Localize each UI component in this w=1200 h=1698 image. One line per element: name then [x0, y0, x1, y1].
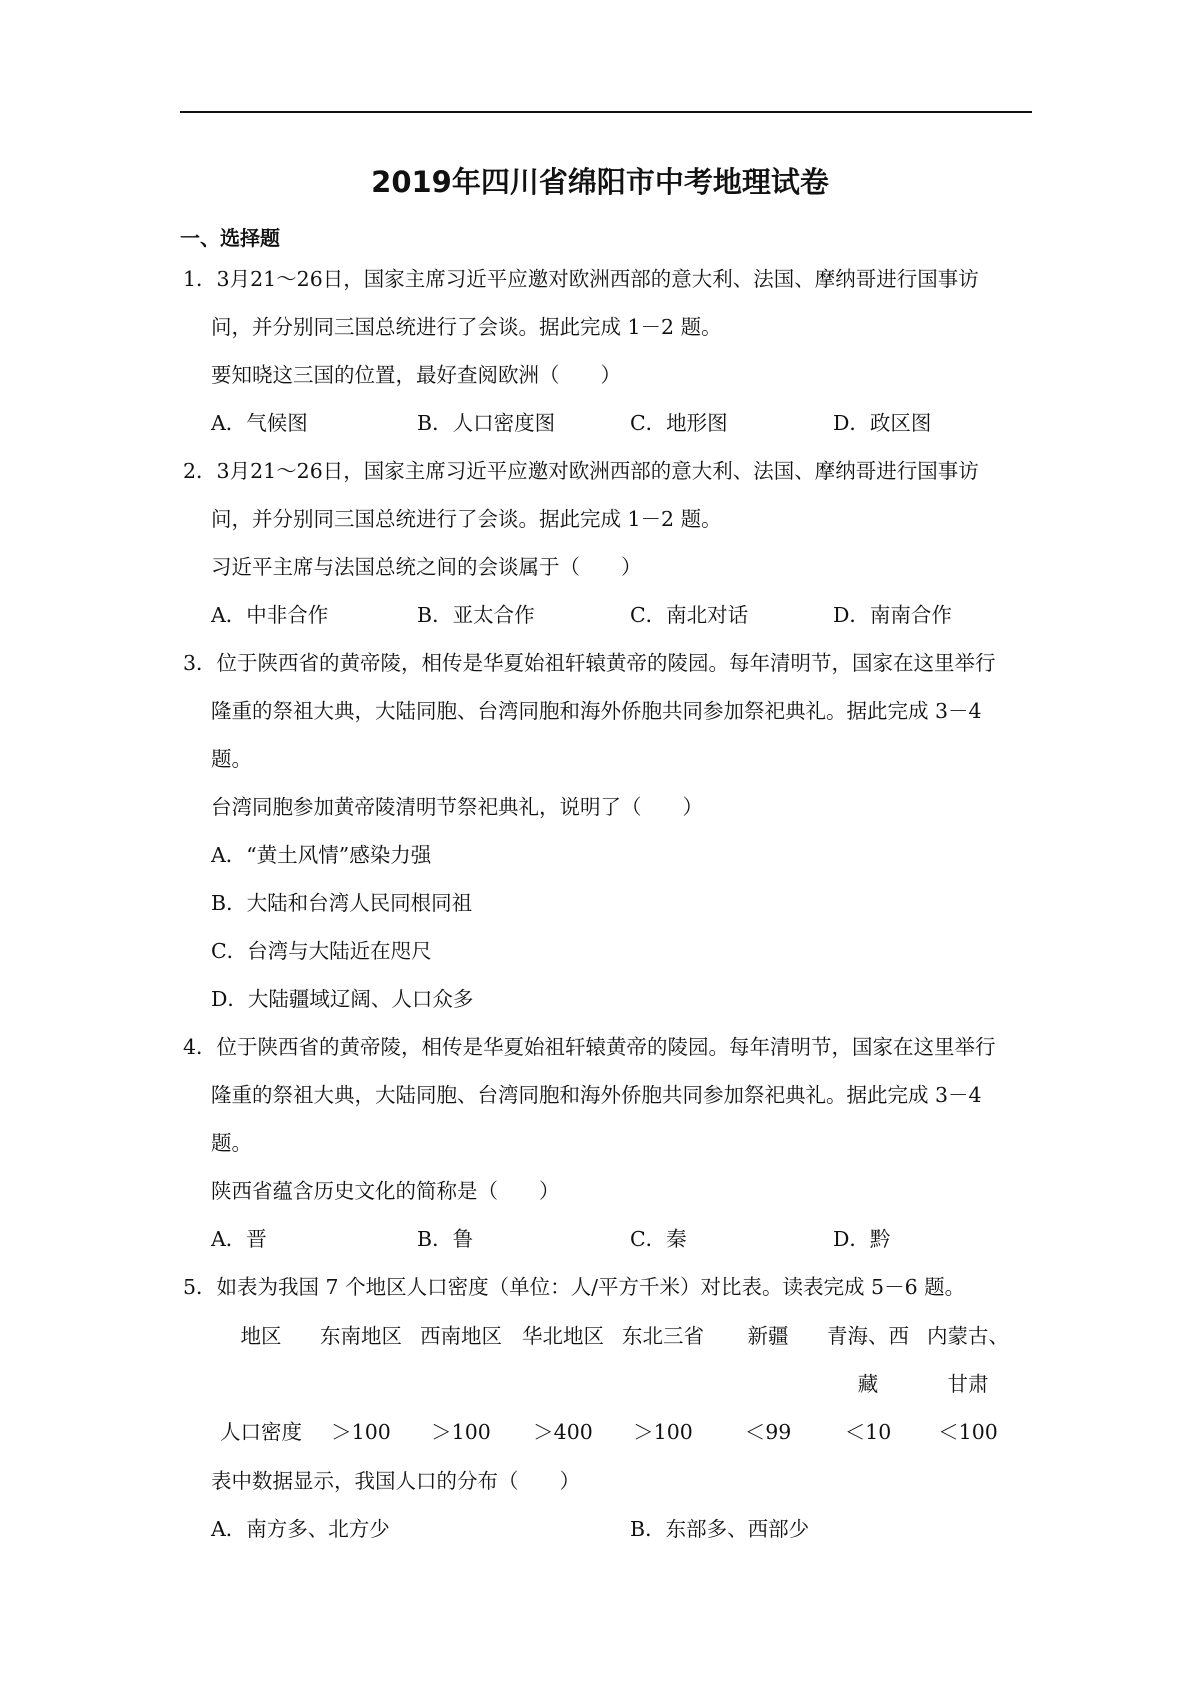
question-text: 3．位于陕西省的黄帝陵，相传是华夏始祖轩辕黄帝的陵园。每年清明节，国家在这里举行	[183, 651, 996, 675]
option-a[interactable]: A．晋	[211, 1227, 267, 1251]
question-stem: 习近平主席与法国总统之间的会谈属于（ ）	[211, 555, 642, 579]
option-b[interactable]: B．东部多、西部少	[630, 1517, 810, 1541]
page-title: 2019年四川省绵阳市中考地理试卷	[371, 165, 829, 199]
table-cell: ＞400	[533, 1420, 593, 1444]
option-c[interactable]: C．南北对话	[630, 603, 749, 627]
table-cell: ＜99	[744, 1420, 792, 1444]
section-heading: 一、选择题	[180, 226, 280, 250]
question-text: 1．3月21～26日，国家主席习近平应邀对欧洲西部的意大利、法国、摩纳哥进行国事访	[183, 267, 979, 291]
question-text: 隆重的祭祖大典，大陆同胞、台湾同胞和海外侨胞共同参加祭祀典礼。据此完成 3－4	[211, 1083, 982, 1107]
table-header-cell: 地区	[240, 1324, 282, 1348]
option-d[interactable]: D．大陆疆域辽阔、人口众多	[211, 987, 474, 1011]
question-text: 问，并分别同三国总统进行了会谈。据此完成 1－2 题。	[211, 315, 722, 339]
header-rule	[180, 111, 1032, 113]
table-cell: ＞100	[431, 1420, 491, 1444]
option-d[interactable]: D．黔	[833, 1227, 891, 1251]
option-a[interactable]: A．“黄土风情”感染力强	[211, 843, 432, 867]
question-stem: 表中数据显示，我国人口的分布（ ）	[211, 1469, 580, 1493]
table-header-cell: 华北地区	[522, 1324, 604, 1348]
table-row-label: 人口密度	[220, 1420, 302, 1444]
option-c[interactable]: C．地形图	[630, 411, 728, 435]
table-header-cell-cont: 藏	[857, 1372, 879, 1396]
table-header-cell: 东南地区	[320, 1324, 402, 1348]
table-cell: ＞100	[331, 1420, 391, 1444]
table-cell: ＞100	[633, 1420, 693, 1444]
table-cell: ＜100	[938, 1420, 998, 1444]
question-text: 5．如表为我国 7 个地区人口密度（单位：人/平方千米）对比表。读表完成 5－6 题。	[183, 1275, 966, 1299]
option-a[interactable]: A．气候图	[211, 411, 308, 435]
option-a[interactable]: A．中非合作	[211, 603, 329, 627]
option-d[interactable]: D．政区图	[833, 411, 932, 435]
option-c[interactable]: C．台湾与大陆近在咫尺	[211, 939, 432, 963]
question-text: 问，并分别同三国总统进行了会谈。据此完成 1－2 题。	[211, 507, 722, 531]
option-d[interactable]: D．南南合作	[833, 603, 952, 627]
question-stem: 要知晓这三国的位置，最好查阅欧洲（ ）	[211, 363, 621, 387]
question-text: 4．位于陕西省的黄帝陵，相传是华夏始祖轩辕黄帝的陵园。每年清明节，国家在这里举行	[183, 1035, 996, 1059]
table-header-cell-cont: 甘肃	[947, 1372, 989, 1396]
option-c[interactable]: C．秦	[630, 1227, 687, 1251]
question-text: 题。	[211, 747, 252, 771]
table-header-cell: 青海、西	[827, 1324, 909, 1348]
table-header-cell: 内蒙古、	[927, 1324, 1009, 1348]
option-b[interactable]: B．鲁	[417, 1227, 474, 1251]
question-stem: 台湾同胞参加黄帝陵清明节祭祀典礼，说明了（ ）	[211, 795, 703, 819]
question-text: 隆重的祭祖大典，大陆同胞、台湾同胞和海外侨胞共同参加祭祀典礼。据此完成 3－4	[211, 699, 982, 723]
option-a[interactable]: A．南方多、北方少	[211, 1517, 390, 1541]
table-header-cell: 东北三省	[622, 1324, 704, 1348]
question-text: 题。	[211, 1131, 252, 1155]
table-header-cell: 西南地区	[420, 1324, 502, 1348]
option-b[interactable]: B．亚太合作	[417, 603, 535, 627]
option-b[interactable]: B．大陆和台湾人民同根同祖	[211, 891, 473, 915]
question-text: 2．3月21～26日，国家主席习近平应邀对欧洲西部的意大利、法国、摩纳哥进行国事访	[183, 459, 979, 483]
option-b[interactable]: B．人口密度图	[417, 411, 556, 435]
question-stem: 陕西省蕴含历史文化的简称是（ ）	[211, 1179, 560, 1203]
table-cell: ＜10	[844, 1420, 892, 1444]
table-header-cell: 新疆	[747, 1324, 789, 1348]
